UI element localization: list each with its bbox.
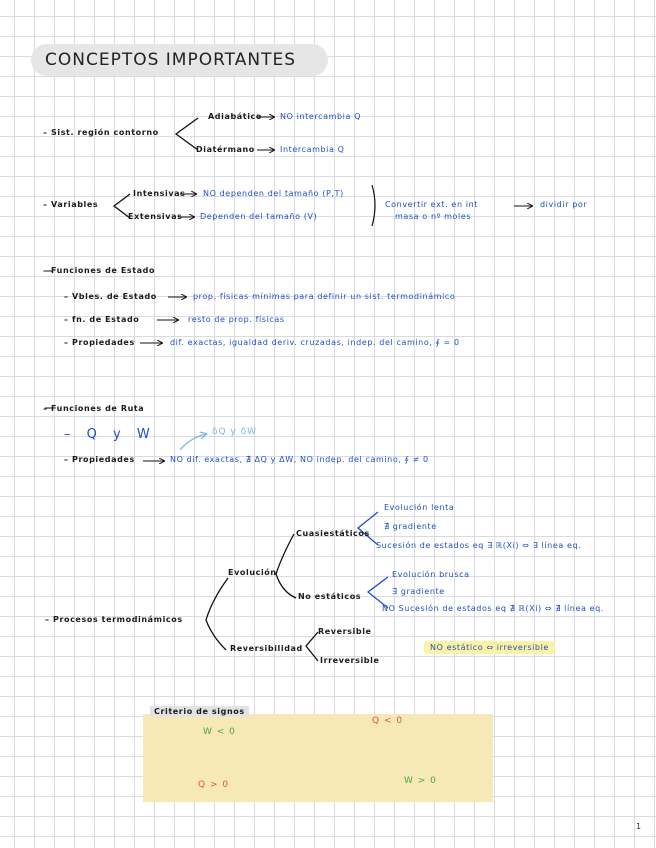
fn-estado-desc: resto de prop. físicas [188,315,285,324]
funciones-ruta-label: – Funciones de Ruta [43,404,145,413]
convertir-line-1: Convertir ext. en int [385,200,478,209]
no-item-1: Evolución brusca [392,570,470,579]
propiedades-ruta-desc: NO dif. exactas, ∄ ΔQ y ΔW, NO indep. del camino, ∮ ≠ 0 [170,455,429,464]
sistema-bracket [176,118,198,150]
q-y-w: – Q y W [64,427,156,442]
page-number: 1 [636,822,642,831]
no-item-2: ∃ gradiente [392,587,445,596]
intensivas-label: Intensivas [133,189,186,198]
w-positive-label: W > 0 [404,776,437,786]
q-positive-label: Q > 0 [198,780,230,790]
evolucion-label: Evolución [228,568,277,577]
dq-dw: δQ y δW [212,427,258,437]
cuasi-item-2: ∄ gradiente [384,522,437,531]
criterio-signos-box [143,714,493,802]
w-negative-label: W < 0 [203,727,236,737]
cuasiestaticos-label: Cuasiestáticos [296,529,370,538]
convertir-line-2: masa o nº moles [395,212,472,221]
procesos-label: – Procesos termodinámicos [45,615,183,624]
vbles-estado-label: – Vbles. de Estado [64,292,157,301]
adiabatico-desc: NO intercambia Q [280,112,362,121]
reversibilidad-label: Reversibilidad [230,644,303,653]
dividir-label: dividir por [540,200,588,209]
diatermano-desc: Intercambia Q [280,145,345,154]
sistema-label: – Sist. región contorno [43,128,159,137]
extensivas-desc: Dependen del tamaño (V) [200,212,318,221]
no-item-3: NO Sucesión de estados eq ∄ ℝ(Xi) ⇔ ∄ línea eq. [382,604,604,613]
funciones-estado-label: – Funciones de Estado [43,266,156,275]
no-estaticos-label: No estáticos [298,592,362,601]
cuasi-item-1: Evolución lenta [384,503,455,512]
highlight-note: NO estático ⇔ irreversible [424,641,555,654]
propiedades-ruta-label: – Propiedades [64,455,135,464]
page-title: CONCEPTOS IMPORTANTES [45,50,297,70]
intensivas-desc: NO dependen del tamaño (P,T) [203,189,344,198]
adiabatico-label: Adiabático [208,112,262,121]
propiedades-estado-label: – Propiedades [64,338,135,347]
variables-label: – Variables [43,200,99,209]
fn-estado-label: – fn. de Estado [64,315,140,324]
vbles-estado-desc: prop. físicas mínimas para definir un sist. termodinámico [193,292,456,301]
irreversible-label: Irreversible [320,656,380,665]
cuasi-item-3: Sucesión de estados eq ∃ ℝ(Xi) ⇔ ∃ línea eq. [376,541,582,550]
criterio-signos-label: Criterio de signos [150,706,249,717]
extensivas-label: Extensivas [128,212,183,221]
q-negative-label: Q < 0 [372,716,404,726]
reversible-label: Reversible [318,627,372,636]
diatermano-label: Diatérmano [196,145,255,154]
propiedades-estado-desc: dif. exactas, igualdad deriv. cruzadas, indep. del camino, ∮ = 0 [170,338,460,347]
